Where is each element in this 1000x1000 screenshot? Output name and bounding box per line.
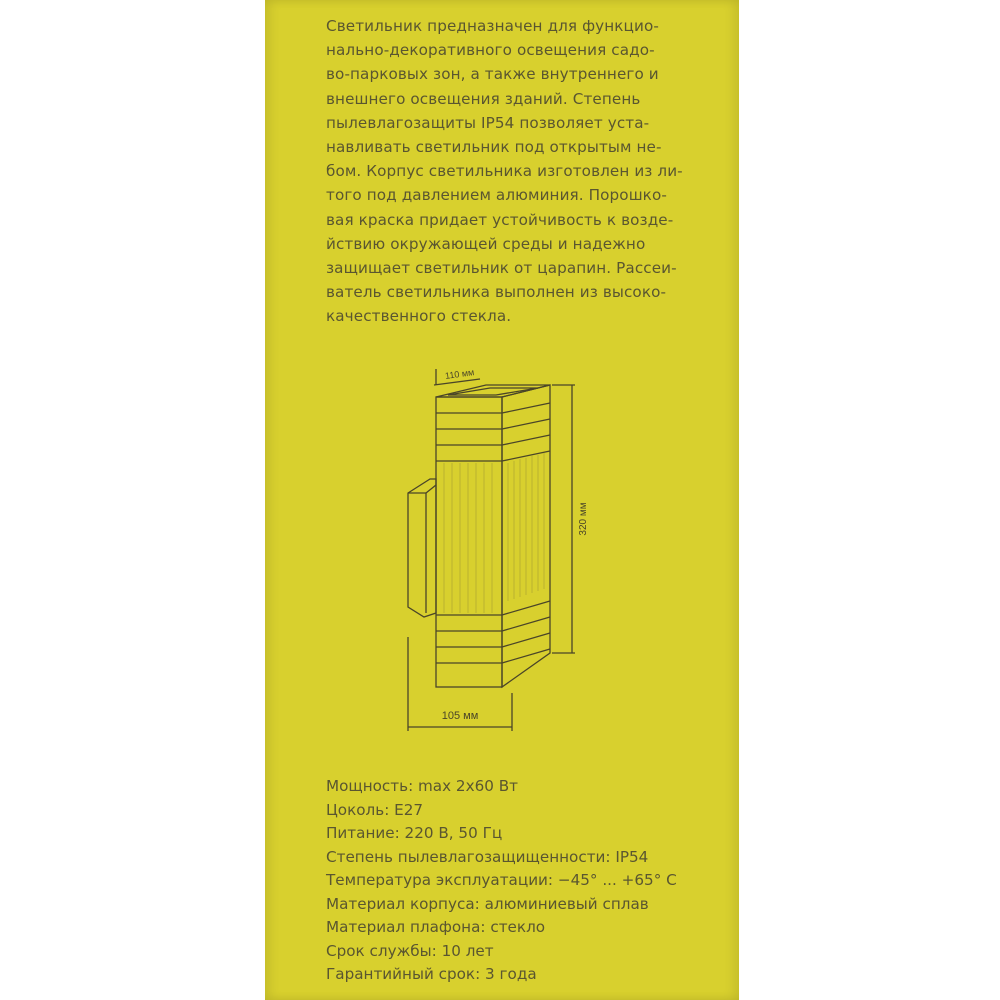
description-line: Светильник предназначен для функцио-	[326, 17, 659, 35]
description-line: бом. Корпус светильника изготовлен из ли-	[326, 162, 683, 181]
spec-body-material: Материал корпуса: алюминиевый сплав	[326, 894, 649, 913]
width-top-label: 110 мм	[444, 367, 475, 382]
spec-power: Мощность: max 2x60 Вт	[326, 777, 519, 795]
width-bottom-label: 105 мм	[441, 710, 479, 722]
description-line: ватель светильника выполнен из высоко-	[326, 283, 667, 302]
spec-socket: Цоколь: E27	[326, 800, 424, 819]
description-line: во-парковых зон, а также внутреннего и	[326, 65, 659, 84]
lamp-wall-bracket	[408, 479, 436, 617]
spec-shade-material: Материал плафона: стекло	[326, 918, 546, 936]
description-line: того под давлением алюминия. Порошко-	[326, 186, 667, 205]
spec-ip-rating: Степень пылевлагозащищенности: IP54	[326, 847, 649, 866]
height-label: 320 мм	[578, 502, 589, 536]
product-description	[326, 14, 686, 329]
description-line: защищает светильник от царапин. Рассеи-	[326, 259, 677, 278]
spec-warranty: Гарантийный срок: 3 года	[326, 965, 537, 983]
spec-list	[326, 775, 726, 987]
lamp-dimension-drawing	[390, 355, 600, 740]
dimension-line	[434, 379, 480, 385]
description-line: внешнего освещения зданий. Степень	[326, 89, 641, 108]
description-line: пылевлагозащиты IP54 позволяет уста-	[326, 113, 650, 132]
description-line: вая краска придает устойчивость к возде-	[326, 210, 674, 229]
description-line: нально-декоративного освещения садо-	[326, 41, 655, 60]
description-line: навливать светильник под открытым не-	[326, 138, 662, 157]
spec-service-life: Срок службы: 10 лет	[326, 941, 494, 960]
spec-supply: Питание: 220 В, 50 Гц	[326, 824, 503, 842]
description-line: качественного стекла.	[326, 307, 512, 326]
description-line: йствию окружающей среды и надежно	[326, 234, 646, 253]
spec-temperature: Температура эксплуатации: −45° ... +65° С	[326, 871, 677, 889]
